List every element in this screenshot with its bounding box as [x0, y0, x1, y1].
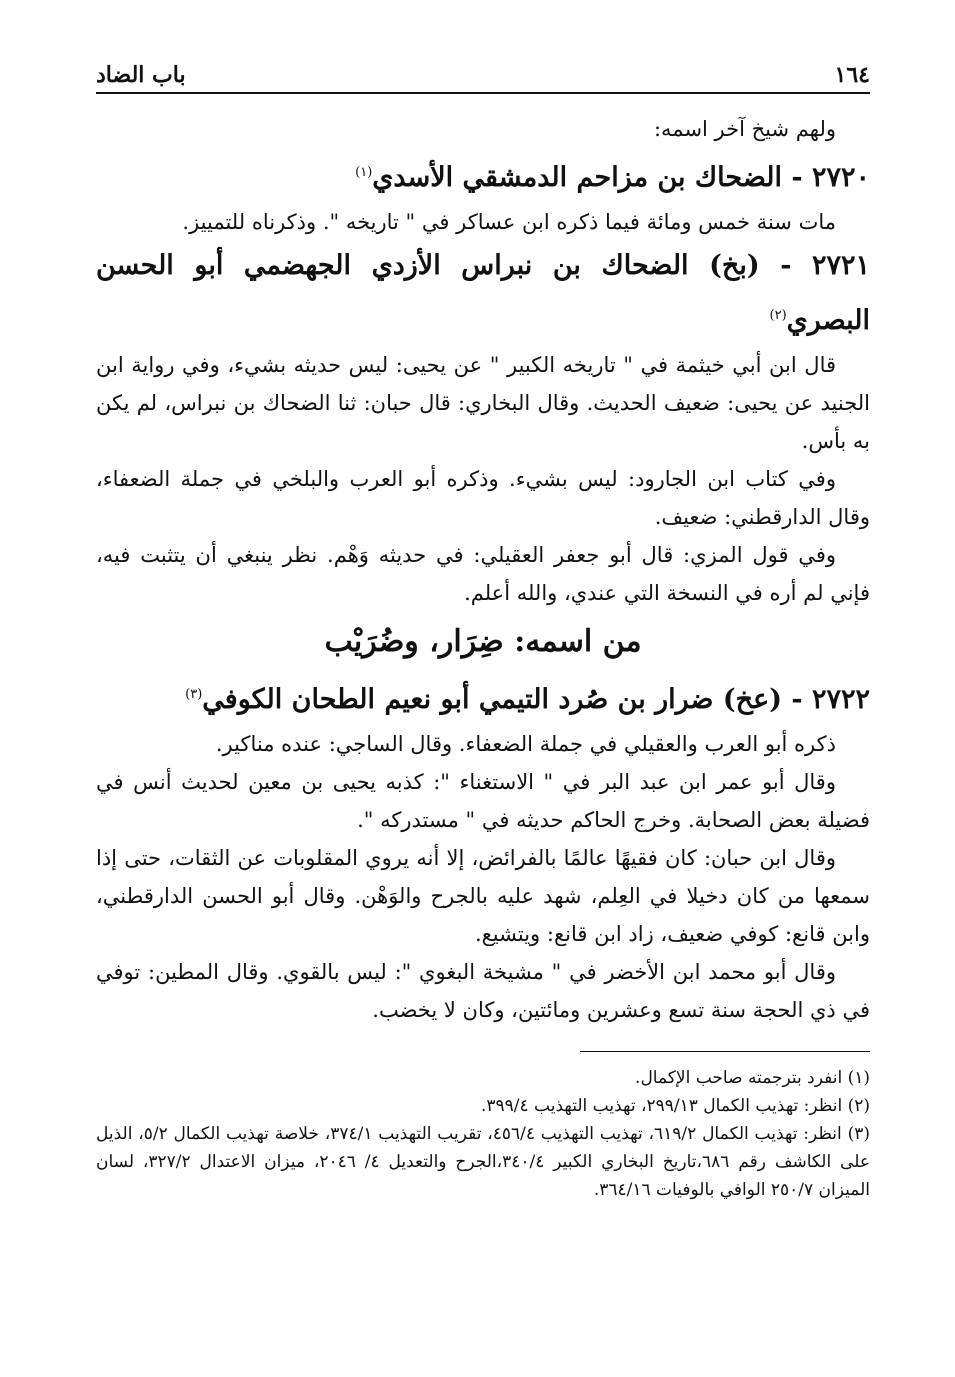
footnote-1: (١) انفرد بترجمته صاحب الإكمال. — [635, 1068, 870, 1088]
entry-2721-paragraph: قال ابن أبي خيثمة في " تاريخه الكبير " عن يحيى: ليس حديثه بشيء، وفي رواية ابن الجنيد عن يحيى: ضعيف الحديث. وقال البخاري: قال حبان: ثنا الضحاك بن نبراس، لم يكن به بأس. — [96, 353, 870, 453]
entry-2722-paragraph: وقال أبو عمر ابن عبد البر في " الاستغناء ": كذبه يحيى بن معين لحديث أنس في فضيلة بعض الصحابة. وخرج الحاكم حديثه في " مستدركه ". — [96, 770, 870, 832]
entry-2721-title-text: ٢٧٢١ - (بخ) الضحاك بن نبراس الأزدي الجهضمي أبو الحسن البصري — [96, 250, 870, 336]
footnote-ref-1: (١) — [355, 165, 373, 180]
entry-2722-paragraph: وقال أبو محمد ابن الأخضر في " مشيخة البغوي ": ليس بالقوي. وقال المطين: توفي في ذي الحجة سنة تسع وعشرين ومائتين، وكان لا يخضب. — [96, 960, 870, 1022]
footnote-ref-3: (٣) — [185, 687, 203, 702]
entry-2722-paragraph: ذكره أبو العرب والعقيلي في جملة الضعفاء. وقال الساجي: عنده مناكير. — [215, 732, 836, 756]
entry-2722-title-text: ٢٧٢٢ - (عخ) ضرار بن صُرد التيمي أبو نعيم الطحان الكوفي — [202, 684, 870, 715]
intro-line: ولهم شيخ آخر اسمه: — [653, 117, 836, 141]
chapter-title: باب الضاد — [96, 62, 186, 88]
footnote-ref-2: (٢) — [769, 308, 787, 323]
footnote-3: (٣) انظر: تهذيب الكمال ٦١٩/٢، تهذيب التهذيب ٤٥٦/٤، تقريب التهذيب ٣٧٤/١، خلاصة تهذيب الكمال ٥/٢، الذيل على الكاشف رقم ٦٨٦،تاريخ البخاري الكبير ٣٤٠/٤،الجرح والتعديل ٤/ ٢٠٤٦، ميزان الاعتدال ٣٢٧/٢، لسان الميزان ٢٥٠/٧ الوافي بالوفيات ٣٦٤/١٦. — [96, 1124, 871, 1200]
main-text — [96, 110, 870, 1029]
entry-2722-title — [96, 670, 870, 725]
entry-2721-paragraph: وفي كتاب ابن الجارود: ليس بشيء. وذكره أبو العرب والبلخي في جملة الضعفاء، وقال الدارقطني: ضعيف. — [96, 467, 870, 529]
entry-2720-title-text: ٢٧٢٠ - الضحاك بن مزاحم الدمشقي الأسدي — [372, 162, 870, 193]
entry-2722-paragraph: وقال ابن حبان: كان فقيهًا عالمًا بالفرائض، إلا أنه يروي المقلوبات عن الثقات، حتى إذا سمعها من كان دخيلا في العِلم، شهد عليه بالجرح والوَهْن. وقال أبو الحسن الدارقطني، وابن قانع: كوفي ضعيف، زاد ابن قانع: ويتشيع. — [96, 846, 870, 946]
footnote-divider — [580, 1051, 870, 1052]
section-heading: من اسمه: ضِرَار، وضُرَيْب — [324, 624, 642, 659]
entry-2720-title — [96, 148, 870, 203]
page-number: ١٦٤ — [834, 62, 870, 88]
entry-2721-paragraph: وفي قول المزي: قال أبو جعفر العقيلي: في حديثه وَهْم. نظر ينبغي أن يتثبت فيه، فإني لم أره في النسخة التي عندي، والله أعلم. — [96, 543, 870, 605]
entry-2721-title — [96, 241, 870, 346]
footnotes — [96, 1064, 870, 1204]
entry-2720-text: مات سنة خمس ومائة فيما ذكره ابن عساكر في " تاريخه ". وذكرناه للتمييز. — [182, 210, 836, 234]
footnote-2: (٢) انظر: تهذيب الكمال ٢٩٩/١٣، تهذيب التهذيب ٣٩٩/٤. — [480, 1096, 870, 1116]
book-page — [96, 50, 870, 1350]
running-header — [96, 50, 870, 94]
